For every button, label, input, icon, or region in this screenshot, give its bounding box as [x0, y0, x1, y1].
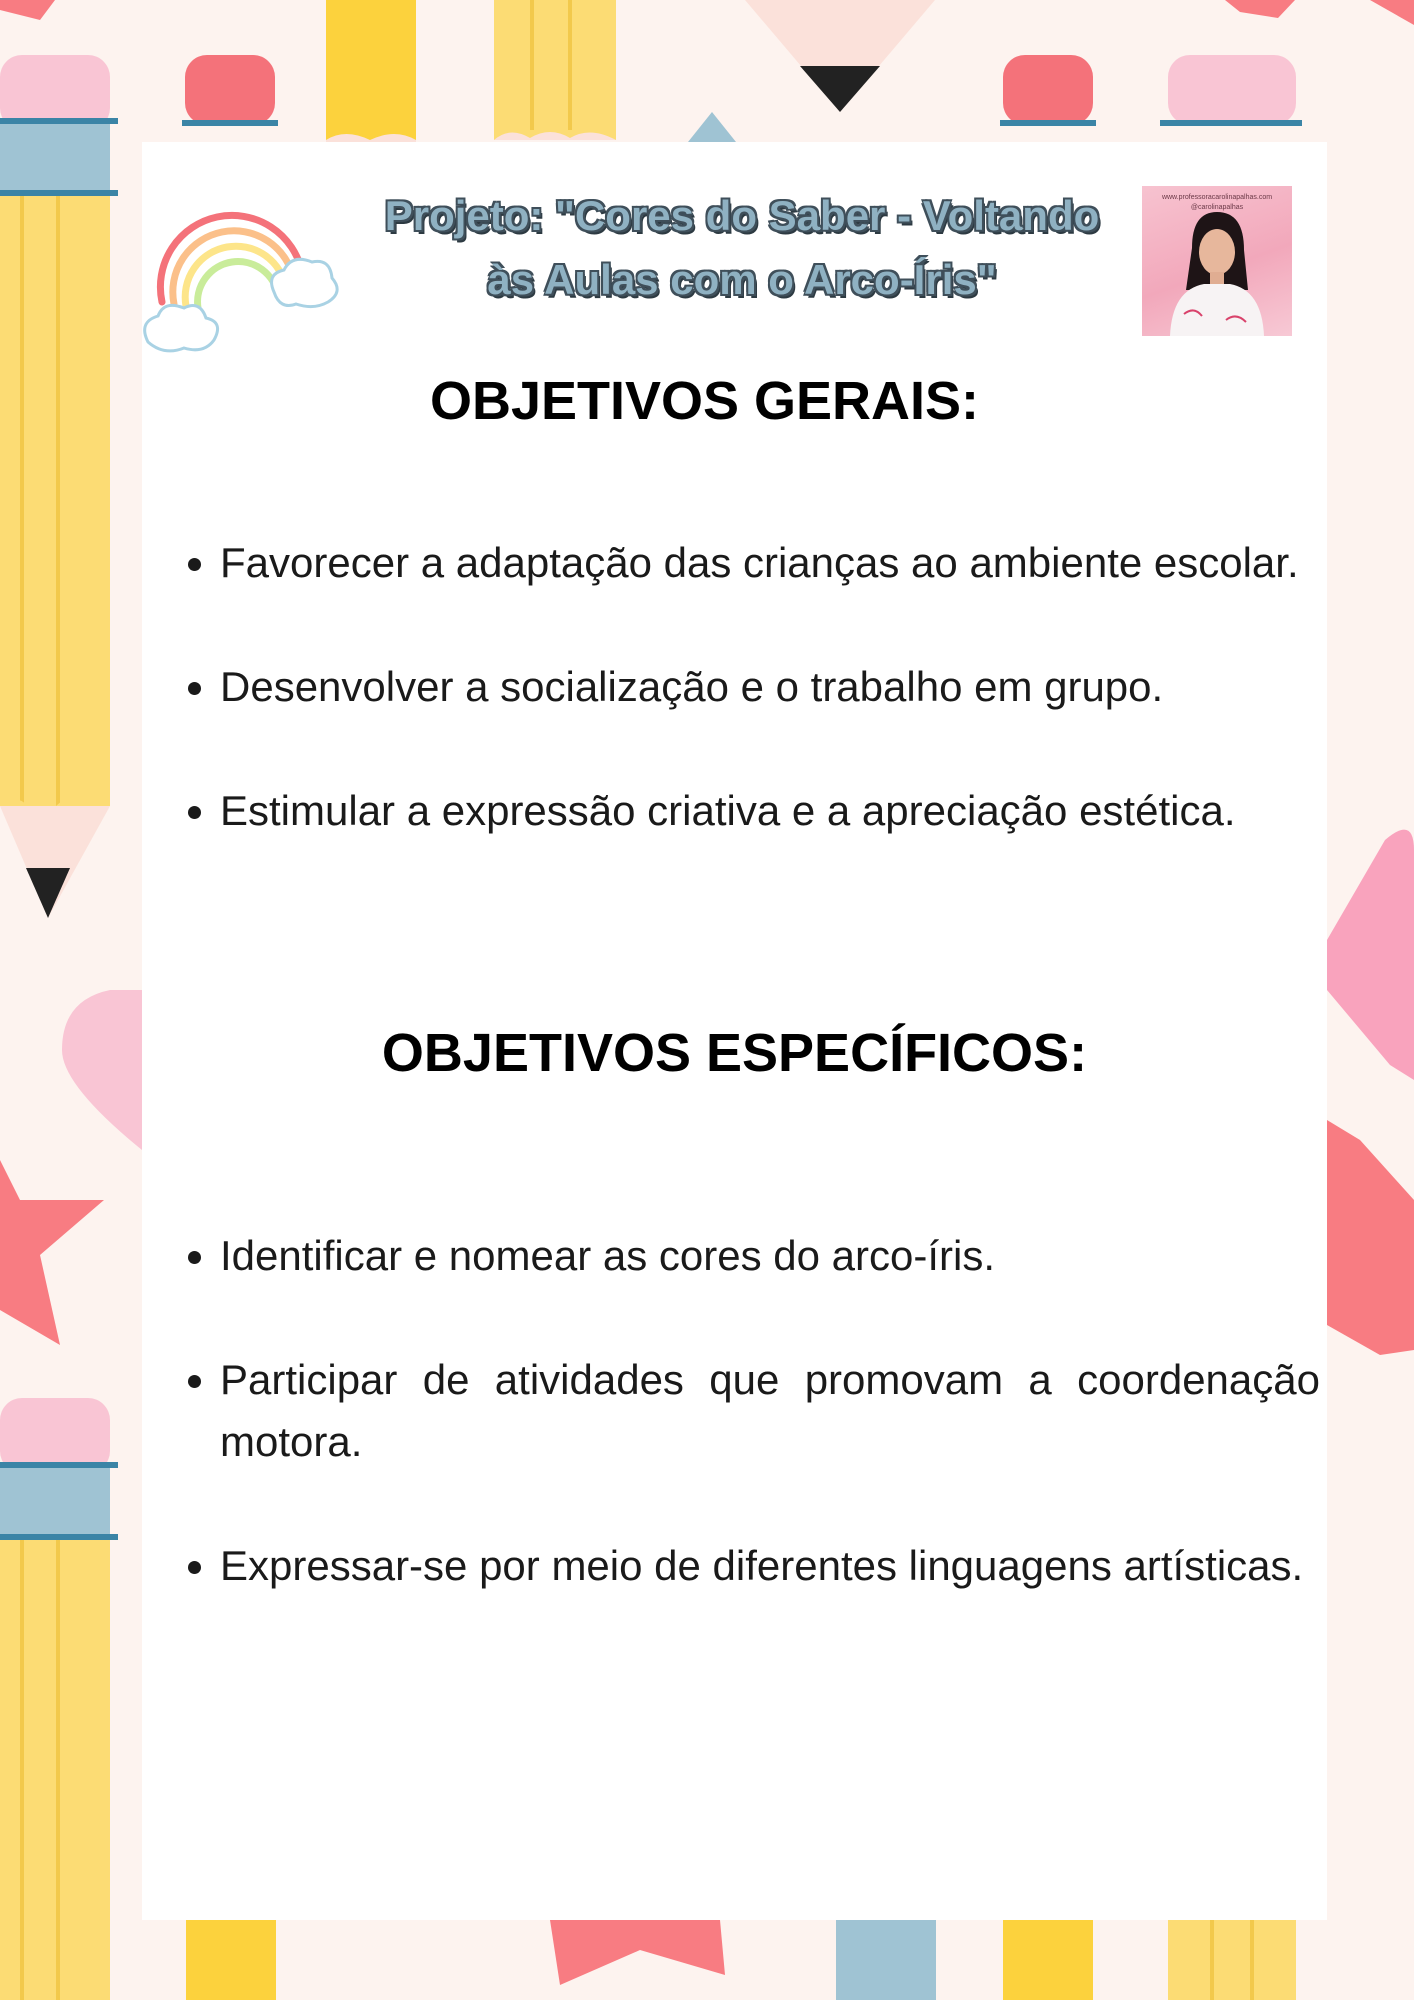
title-line-1: Projeto: "Cores do Saber - Voltando: [384, 192, 1100, 239]
list-objetivos-gerais: [172, 532, 1320, 842]
star-icon: [550, 1920, 725, 1985]
star-icon: [0, 1160, 104, 1345]
list-item: • Participar de atividades que promovam a coordenação motora.: [220, 1349, 1320, 1473]
star-icon: [1327, 1120, 1414, 1355]
pencil-icon: [0, 1398, 118, 2000]
author-photo: [1142, 186, 1292, 336]
heading-objetivos-especificos: OBJETIVOS ESPECÍFICOS:: [381, 1023, 1088, 1083]
heading-objetivos-gerais: OBJETIVOS GERAIS:: [429, 371, 980, 431]
list-item: • Identificar e nomear as cores do arco-íris.: [220, 1225, 1320, 1287]
rainbow-icon: [134, 182, 344, 362]
heart-icon: [62, 990, 142, 1150]
page-title: [332, 184, 1152, 312]
list-item: • Favorecer a adaptação das crianças ao ambiente escolar.: [220, 532, 1320, 594]
photo-site-text: www.professoracarolinapalhas.com: [1161, 194, 1273, 201]
heart-icon: [1327, 830, 1414, 1080]
content-card: [142, 142, 1327, 1920]
list-objetivos-especificos: [172, 1225, 1320, 1597]
star-icon: [0, 0, 55, 20]
list-item: • Estimular a expressão criativa e a apreciação estética.: [220, 780, 1320, 842]
pencil-icon: [0, 55, 118, 918]
list-item: • Expressar-se por meio de diferentes linguagens artísticas.: [220, 1535, 1320, 1597]
eraser-icon: [185, 55, 275, 125]
photo-handle-text: @carolinapalhas: [1190, 204, 1244, 211]
list-item: • Desenvolver a socialização e o trabalho em grupo.: [220, 656, 1320, 718]
title-line-2: às Aulas com o Arco-Íris": [487, 256, 997, 303]
